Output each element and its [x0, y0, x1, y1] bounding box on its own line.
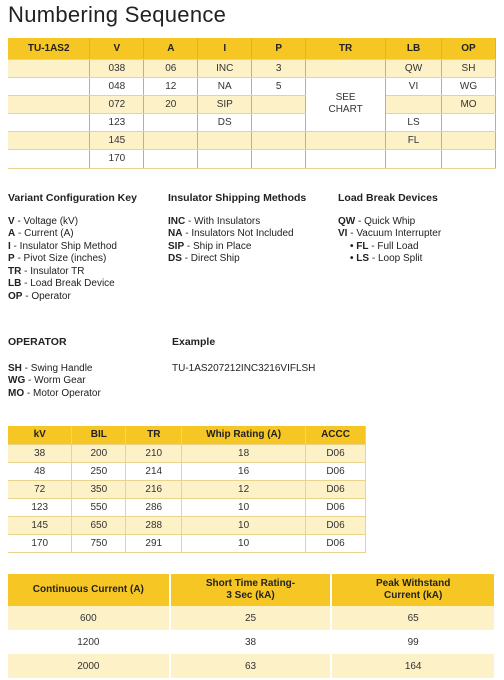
example-value: TU-1AS207212INC3216VIFLSH — [172, 362, 316, 374]
sequence-row — [8, 77, 496, 95]
sequence-header: TR — [306, 38, 386, 59]
ratings-cell: 250 — [72, 462, 126, 480]
ratings-header: kV — [8, 426, 72, 444]
ratings-cell: 350 — [72, 480, 126, 498]
sequence-cell: 20 — [144, 95, 198, 113]
sequence-cell: 3 — [252, 59, 306, 77]
current-cell: 600 — [8, 606, 170, 630]
insulator-item: DS - Direct Ship — [168, 253, 240, 264]
variant-key-item: P - Pivot Size (inches) — [8, 253, 107, 264]
current-rating-table — [8, 574, 496, 678]
sequence-cell: FL — [386, 131, 442, 149]
ratings-cell: D06 — [306, 444, 366, 462]
insulator-heading: Insulator Shipping Methods — [168, 192, 307, 204]
sequence-cell: 145 — [90, 131, 144, 149]
sequence-row — [8, 131, 496, 149]
ratings-cell: 48 — [8, 462, 72, 480]
ratings-table — [8, 426, 366, 553]
ratings-cell: 550 — [72, 498, 126, 516]
ratings-cell: D06 — [306, 516, 366, 534]
ratings-row — [8, 444, 366, 462]
sequence-header: OP — [442, 38, 496, 59]
sequence-cell: QW — [386, 59, 442, 77]
sequence-header: LB — [386, 38, 442, 59]
sequence-header: I — [198, 38, 252, 59]
ratings-row — [8, 462, 366, 480]
numbering-sequence-table — [8, 38, 496, 169]
sequence-cell: SH — [442, 59, 496, 77]
insulator-item: INC - With Insulators — [168, 215, 261, 227]
loadbreak-item: VI - Vacuum Interrupter — [338, 228, 442, 239]
variant-key-item: I - Insulator Ship Method — [8, 240, 117, 252]
ratings-cell: 750 — [72, 534, 126, 552]
current-cell: 164 — [331, 654, 495, 678]
insulator-section — [168, 192, 338, 266]
sequence-cell: 170 — [90, 149, 144, 168]
ratings-header: BIL — [72, 426, 126, 444]
ratings-cell: 291 — [126, 534, 182, 552]
ratings-cell: 200 — [72, 444, 126, 462]
sequence-cell: 048 — [90, 77, 144, 95]
ratings-row — [8, 480, 366, 498]
variant-key-heading: Variant Configuration Key — [8, 192, 137, 204]
tr-see-line: SEE — [335, 92, 356, 103]
sequence-header: P — [252, 38, 306, 59]
sequence-cell: WG — [442, 77, 496, 95]
insulator-item: NA - Insulators Not Included — [168, 228, 294, 239]
ratings-header-row — [8, 426, 366, 444]
example-section — [172, 336, 412, 375]
ratings-cell: 12 — [182, 480, 306, 498]
current-row — [8, 630, 495, 654]
current-cell: 25 — [170, 606, 332, 630]
sequence-cell: MO — [442, 95, 496, 113]
sequence-header-row — [8, 38, 496, 59]
peak-withstand-header — [331, 574, 495, 606]
sequence-row — [8, 59, 496, 77]
ratings-row — [8, 516, 366, 534]
operator-heading: OPERATOR — [8, 336, 67, 348]
variant-key-item: V - Voltage (kV) — [8, 215, 79, 227]
loadbreak-subitem: • LS - Loop Split — [350, 253, 423, 264]
ratings-cell: 286 — [126, 498, 182, 516]
sequence-cell: 06 — [144, 59, 198, 77]
current-header-row — [8, 574, 495, 606]
sequence-header: TU-1AS2 — [8, 38, 90, 59]
tr-chart-line: CHART — [328, 104, 363, 115]
peak-withstand-header-line: Peak Withstand — [375, 578, 451, 589]
ratings-header: Whip Rating (A) — [182, 426, 306, 444]
ratings-cell: 214 — [126, 462, 182, 480]
variant-key-item: LB - Load Break Device — [8, 278, 115, 289]
current-cell: 65 — [331, 606, 495, 630]
operator-item: MO - Motor Operator — [8, 387, 101, 399]
ratings-cell: 170 — [8, 534, 72, 552]
ratings-row — [8, 534, 366, 552]
short-time-header-line: Short Time Rating- — [205, 578, 296, 589]
ratings-cell: 16 — [182, 462, 306, 480]
sequence-cell: 123 — [90, 113, 144, 131]
ratings-cell: 123 — [8, 498, 72, 516]
sequence-cell: LS — [386, 113, 442, 131]
loadbreak-heading: Load Break Devices — [338, 192, 438, 204]
current-cell: 2000 — [8, 654, 170, 678]
ratings-cell: 10 — [182, 498, 306, 516]
ratings-cell: 72 — [8, 480, 72, 498]
tr-see-chart — [306, 77, 386, 131]
sequence-cell: SIP — [198, 95, 252, 113]
page-title: Numbering Sequence — [8, 2, 227, 27]
sequence-cell: 5 — [252, 77, 306, 95]
ratings-header: TR — [126, 426, 182, 444]
ratings-header: ACCC — [306, 426, 366, 444]
loadbreak-subitem: • FL - Full Load — [350, 240, 419, 252]
current-cell: 1200 — [8, 630, 170, 654]
ratings-row — [8, 498, 366, 516]
sequence-cell: INC — [198, 59, 252, 77]
loadbreak-section — [338, 192, 500, 266]
ratings-cell: D06 — [306, 534, 366, 552]
sequence-cell: 072 — [90, 95, 144, 113]
example-heading: Example — [172, 336, 216, 348]
operator-section — [8, 336, 168, 400]
variant-key-item: OP - Operator — [8, 290, 71, 302]
operator-item: SH - Swing Handle — [8, 362, 93, 374]
ratings-cell: 10 — [182, 516, 306, 534]
sequence-row — [8, 113, 496, 131]
ratings-cell: 10 — [182, 534, 306, 552]
variant-key-item: A - Current (A) — [8, 228, 74, 239]
ratings-cell: D06 — [306, 462, 366, 480]
variant-key-item: TR - Insulator TR — [8, 265, 85, 277]
ratings-cell: 18 — [182, 444, 306, 462]
ratings-cell: 288 — [126, 516, 182, 534]
variant-key-section — [8, 192, 168, 303]
sequence-cell: VI — [386, 77, 442, 95]
sequence-cell: NA — [198, 77, 252, 95]
sequence-row — [8, 149, 496, 168]
peak-withstand-header-line: Current (kA) — [383, 590, 443, 601]
ratings-cell: D06 — [306, 480, 366, 498]
ratings-cell: 210 — [126, 444, 182, 462]
sequence-cell: DS — [198, 113, 252, 131]
loadbreak-item: QW - Quick Whip — [338, 215, 416, 227]
ratings-cell: 650 — [72, 516, 126, 534]
sequence-cell: 038 — [90, 59, 144, 77]
sequence-cell: 12 — [144, 77, 198, 95]
current-row — [8, 654, 495, 678]
sequence-header: V — [90, 38, 144, 59]
ratings-cell: D06 — [306, 498, 366, 516]
current-cell: 63 — [170, 654, 332, 678]
current-cell: 38 — [170, 630, 332, 654]
sequence-header: A — [144, 38, 198, 59]
continuous-current-header: Continuous Current (A) — [8, 574, 170, 606]
ratings-cell: 145 — [8, 516, 72, 534]
short-time-header-line: 3 Sec (kA) — [226, 590, 275, 601]
ratings-cell: 38 — [8, 444, 72, 462]
ratings-cell: 216 — [126, 480, 182, 498]
current-row — [8, 606, 495, 630]
current-cell: 99 — [331, 630, 495, 654]
short-time-header — [170, 574, 332, 606]
sequence-row — [8, 95, 496, 113]
operator-item: WG - Worm Gear — [8, 375, 86, 386]
insulator-item: SIP - Ship in Place — [168, 240, 252, 252]
